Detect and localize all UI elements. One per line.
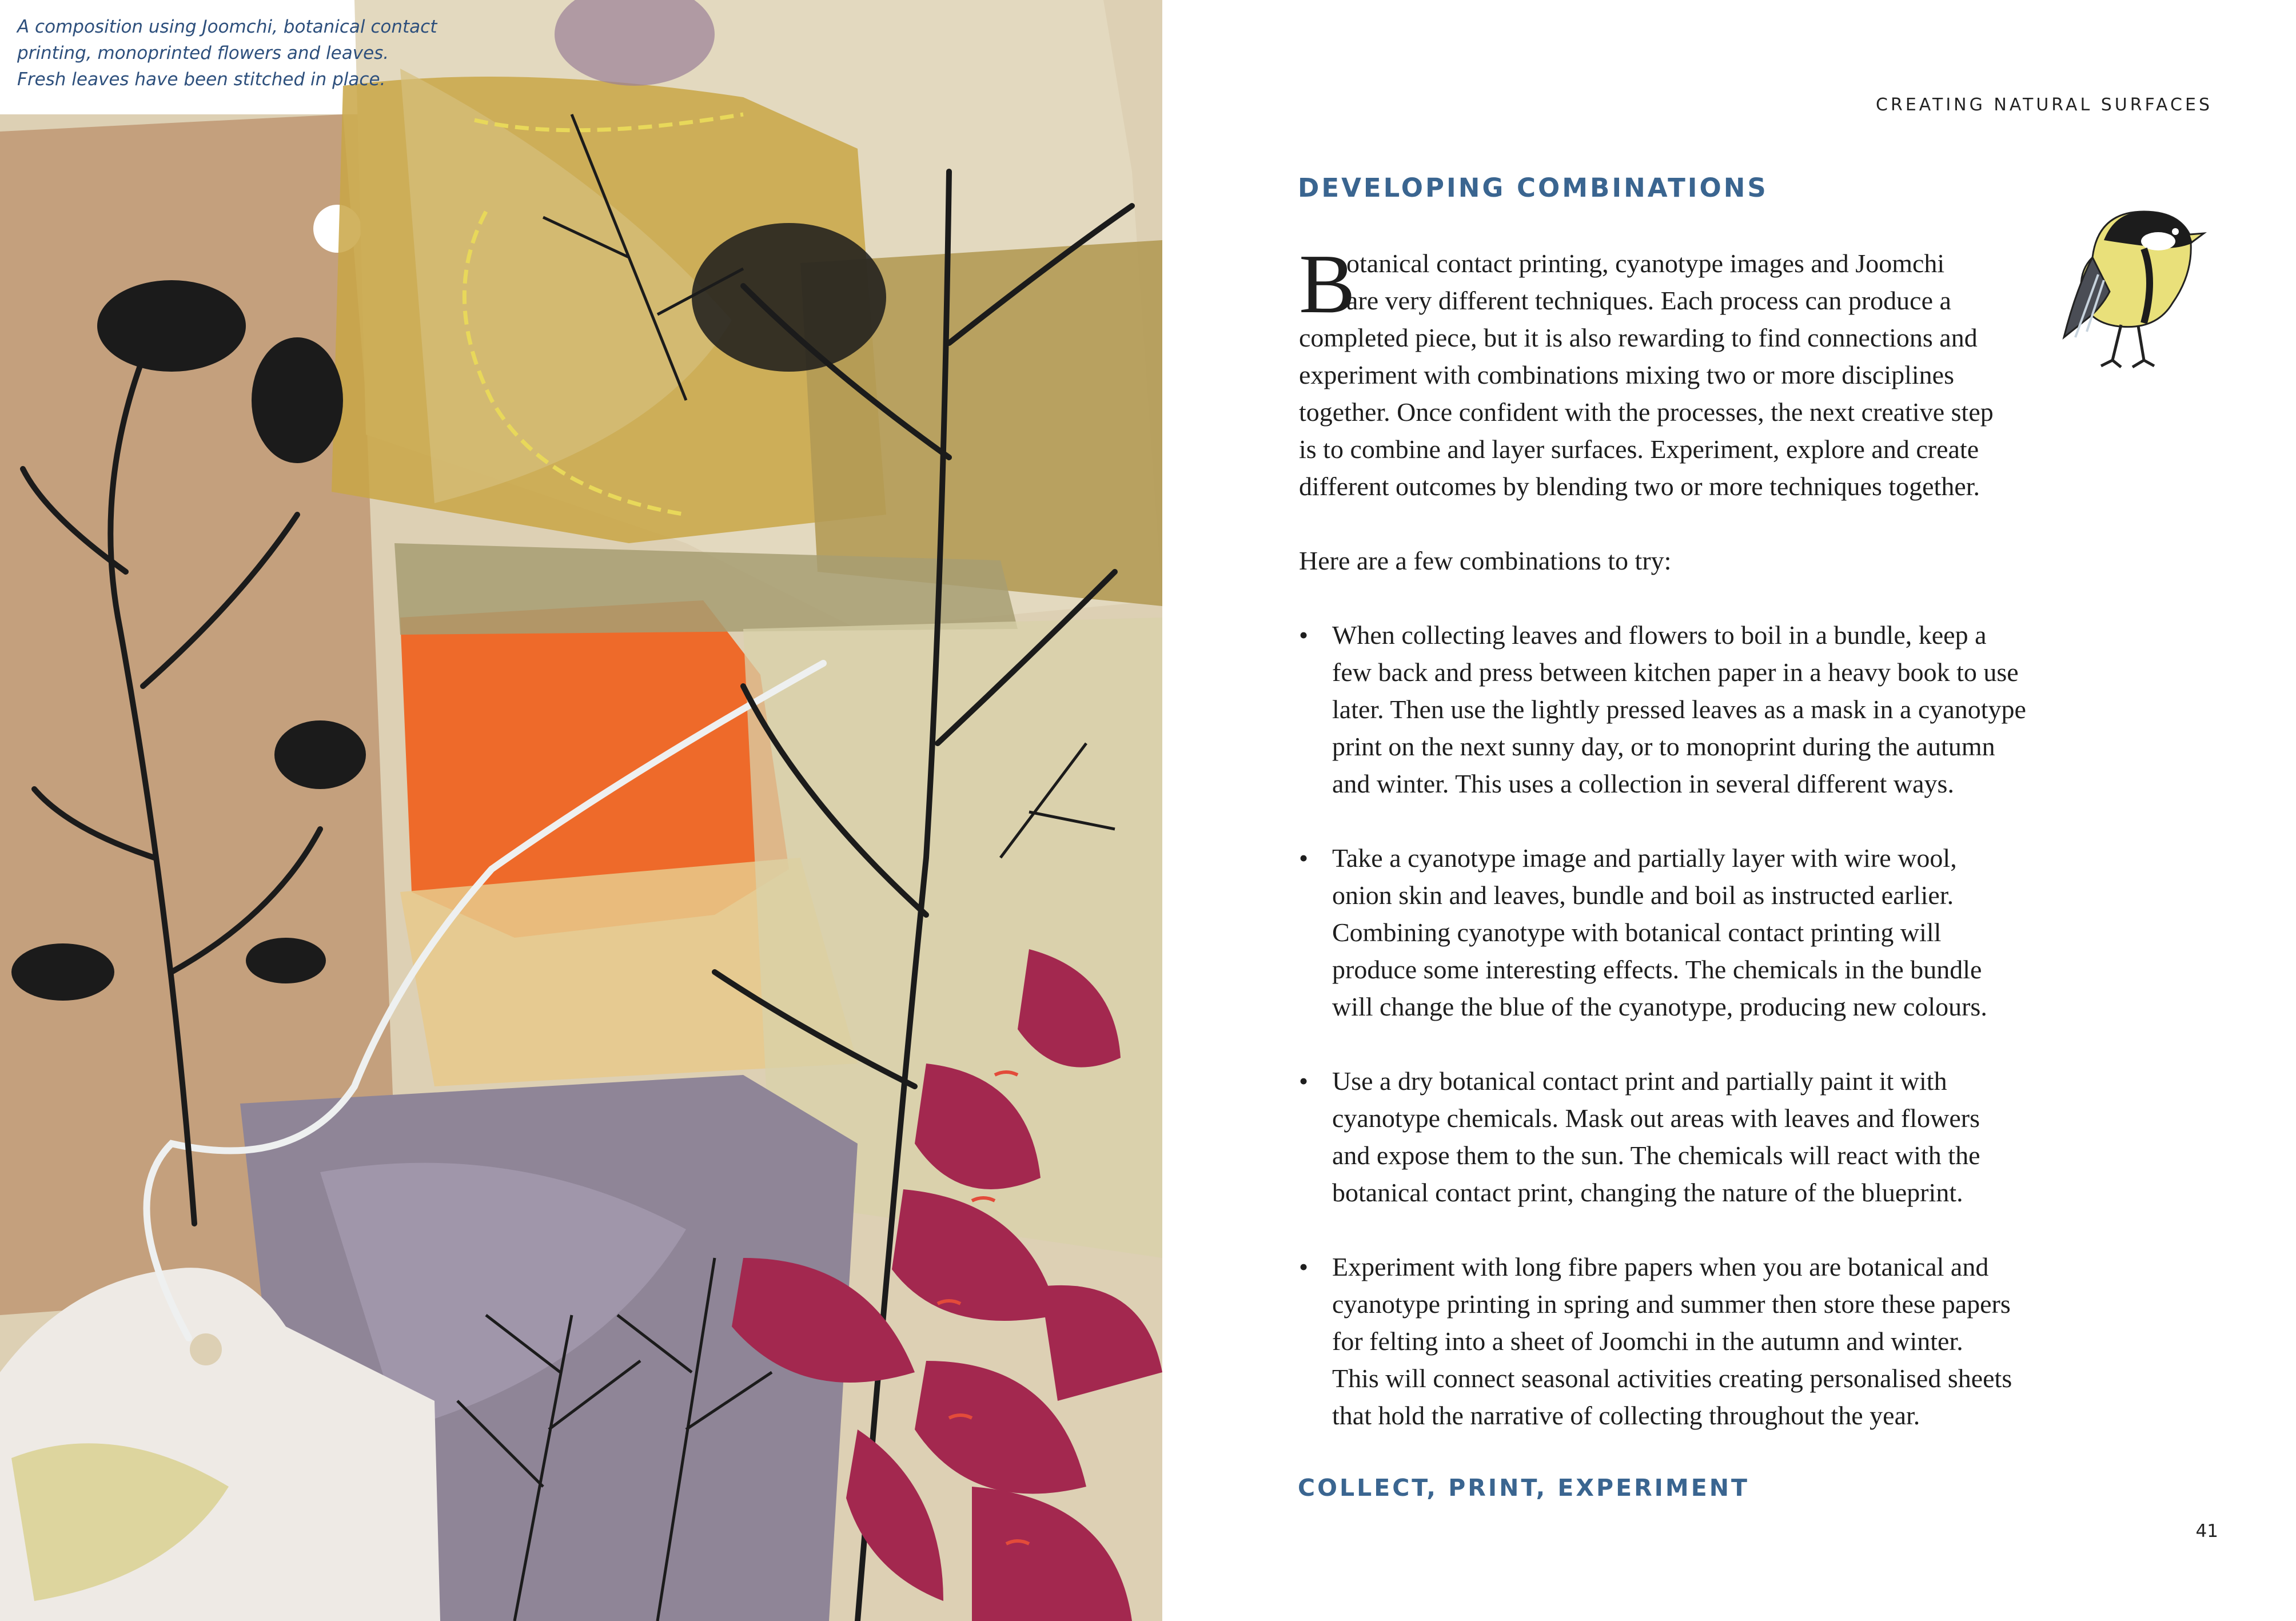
intro-line: is to combine and layer surfaces. Experiment, explore and create — [1299, 435, 1979, 464]
caption-line: printing, monoprinted flowers and leaves. — [17, 43, 389, 63]
bullet-line: Combining cyanotype with botanical contact printing will — [1332, 918, 1942, 947]
lead-in: Here are a few combinations to try: — [1299, 546, 1672, 575]
intro-line: different outcomes by blending two or more techniques together. — [1299, 472, 1980, 501]
running-head: CREATING NATURAL SURFACES — [1876, 95, 2213, 115]
spacer — [1258, 1211, 2035, 1248]
body-text — [1258, 237, 2035, 1434]
bullet-line: This will connect seasonal activities creating personalised sheets — [1332, 1364, 2012, 1393]
bullet-item — [1258, 616, 2035, 802]
great-tit-bird-icon — [2058, 189, 2207, 372]
intro-line: otanical contact printing, cyanotype images and Joomchi — [1346, 249, 1945, 278]
bullet-line: Use a dry botanical contact print and partially paint it with — [1332, 1066, 1947, 1096]
intro-paragraph — [1258, 237, 2035, 505]
intro-line: completed piece, but it is also rewarding to find connections and — [1299, 323, 1978, 352]
bullet-icon: • — [1299, 1252, 1309, 1281]
intro-line: together. Once confident with the processes, the next creative step — [1299, 397, 1994, 427]
spacer — [1258, 802, 2035, 839]
spacer — [1258, 579, 2035, 616]
bullet-line: will change the blue of the cyanotype, producing new colours. — [1332, 992, 1987, 1021]
caption-line: A composition using Joomchi, botanical contact — [17, 17, 437, 37]
image-caption — [17, 14, 437, 93]
bullet-line: cyanotype printing in spring and summer then store these papers — [1332, 1289, 2011, 1319]
spacer — [1258, 505, 2035, 542]
bullet-line: later. Then use the lightly pressed leaves as a mask in a cyanotype — [1332, 695, 2026, 724]
caption-line: Fresh leaves have been stitched in place. — [17, 69, 386, 90]
page-number: 41 — [2195, 1521, 2218, 1542]
bullet-line: onion skin and leaves, bundle and boil as instructed earlier. — [1332, 881, 1954, 910]
bullet-line: Take a cyanotype image and partially layer with wire wool, — [1332, 843, 1957, 873]
intro-line: are very different techniques. Each process can produce a — [1346, 286, 1951, 315]
bullet-icon: • — [1299, 843, 1309, 873]
intro-line: experiment with combinations mixing two or more disciplines — [1299, 360, 1954, 389]
bullet-line: print on the next sunny day, or to monoprint during the autumn — [1332, 732, 1995, 761]
bullet-line: and expose them to the sun. The chemicals will react with the — [1332, 1141, 1980, 1170]
bullet-item — [1258, 1062, 2035, 1211]
bullet-line: and winter. This uses a collection in several different ways. — [1332, 769, 1954, 798]
bullet-icon: • — [1299, 1066, 1309, 1096]
bullet-item — [1258, 1248, 2035, 1434]
drop-cap: B — [1299, 237, 1356, 331]
bullet-line: Experiment with long fibre papers when you are botanical and — [1332, 1252, 1989, 1281]
bullet-line: for felting into a sheet of Joomchi in the autumn and winter. — [1332, 1327, 1963, 1356]
bullet-icon: • — [1299, 620, 1309, 650]
bullet-line: that hold the narrative of collecting throughout the year. — [1332, 1401, 1920, 1430]
section-heading: DEVELOPING COMBINATIONS — [1298, 173, 1768, 203]
bullet-item — [1258, 839, 2035, 1025]
bullet-line: botanical contact print, changing the nature of the blueprint. — [1332, 1178, 1963, 1207]
bullet-line: When collecting leaves and flowers to boil in a bundle, keep a — [1332, 620, 1987, 650]
spacer — [1258, 1025, 2035, 1062]
bullet-line: produce some interesting effects. The chemicals in the bundle — [1332, 955, 1982, 984]
bullet-line: cyanotype chemicals. Mask out areas with leaves and flowers — [1332, 1104, 1980, 1133]
bullet-line: few back and press between kitchen paper in a heavy book to use — [1332, 658, 2019, 687]
footer-heading: COLLECT, PRINT, EXPERIMENT — [1298, 1474, 1750, 1501]
